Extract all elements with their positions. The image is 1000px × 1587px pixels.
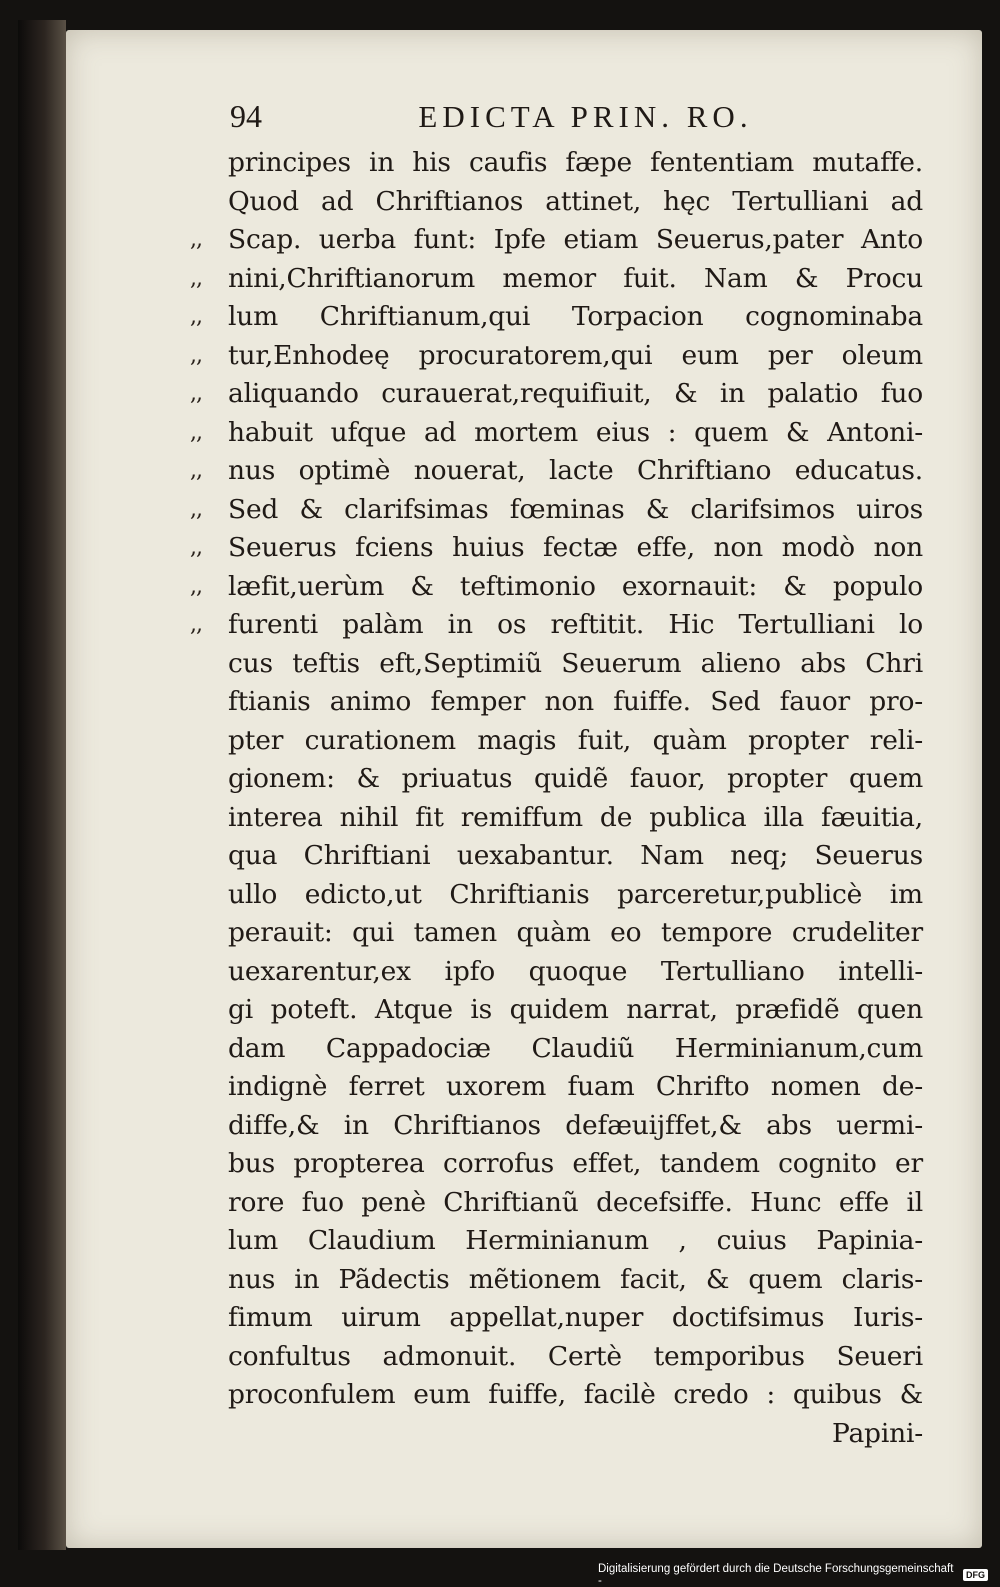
text-line-content: tur,Enhodeę procuratorem,qui eum per oleum bbox=[228, 339, 923, 371]
text-line-content: confultus admonuit. Certè temporibus Seueri bbox=[228, 1340, 923, 1372]
text-line-content: qua Chriftiani uexabantur. Nam neq; Seuerus bbox=[228, 840, 923, 871]
text-line bbox=[228, 1376, 923, 1415]
text-line-content: aliquando curauerat,requifiuit, & in palatio fuo bbox=[228, 378, 923, 409]
text-line bbox=[228, 991, 923, 1030]
text-line bbox=[228, 1299, 923, 1338]
text-line-content: pter curationem magis fuit, quàm propter reli- bbox=[228, 724, 923, 756]
page-number: 94 bbox=[230, 98, 262, 134]
dfg-logo: DFG bbox=[963, 1569, 988, 1581]
marginal-quote-mark: ,, bbox=[190, 342, 202, 368]
text-line-content: lum Chriftianum,qui Torpacion cognominaba bbox=[228, 301, 923, 332]
text-line-content: Scap. uerba funt: Ipfe etiam Seuerus,pater Anto bbox=[228, 224, 923, 255]
text-line-content: Seuerus fciens huius fectæ effe, non modò non bbox=[228, 532, 923, 563]
text-line bbox=[228, 722, 923, 761]
text-line bbox=[228, 799, 923, 838]
text-line bbox=[228, 837, 923, 876]
text-line-content: indignè ferret uxorem fuam Chrifto nomen de- bbox=[228, 1071, 923, 1102]
text-line bbox=[228, 1184, 923, 1223]
text-line bbox=[228, 1107, 923, 1146]
text-line-content: principes in his caufis fæpe fententiam mutaffe. bbox=[228, 147, 923, 178]
digitization-footer bbox=[598, 1563, 988, 1587]
marginal-quote-mark: ,, bbox=[190, 535, 202, 560]
marginal-quote-mark: ,, bbox=[190, 227, 202, 252]
marginal-quote-mark: ,, bbox=[190, 304, 202, 329]
text-line bbox=[228, 1338, 923, 1377]
text-line-content: ullo edicto,ut Chriftianis parceretur,publicè im bbox=[228, 878, 923, 910]
marginal-quote-mark: ,, bbox=[190, 612, 202, 637]
text-line bbox=[190, 260, 923, 299]
text-line-content: uexarentur,ex ipfo quoque Tertulliano intelli- bbox=[228, 955, 923, 987]
text-line-content: rore fuo penè Chriftianũ decefsiffe. Hunc effe il bbox=[228, 1186, 923, 1218]
text-line-content: gionem: & priuatus quidẽ fauor, propter quem bbox=[228, 763, 923, 794]
text-line-content: furenti palàm in os reftitit. Hic Tertulliani lo bbox=[228, 609, 923, 640]
text-line bbox=[228, 683, 923, 722]
text-line-content: gi poteft. Atque is quidem narrat, præfidẽ quen bbox=[228, 994, 923, 1025]
text-line-content: lum Claudium Herminianum , cuius Papinia- bbox=[228, 1225, 923, 1256]
text-line-content: fimum uirum appellat,nuper doctifsimus Iuris- bbox=[228, 1302, 923, 1333]
text-line bbox=[228, 645, 923, 684]
text-line bbox=[190, 452, 923, 491]
text-line bbox=[190, 606, 923, 645]
text-line bbox=[228, 914, 923, 953]
text-line-content: Papini- bbox=[832, 1417, 923, 1449]
marginal-quote-mark: ,, bbox=[190, 496, 202, 522]
text-line bbox=[190, 568, 923, 607]
text-line-content: nus optimè nouerat, lacte Chriftiano educatus. bbox=[228, 455, 923, 486]
funding-credit: Digitalisierung gefördert durch die Deutsche Forschungsgemeinschaft - bbox=[598, 1563, 954, 1587]
page-text-block bbox=[190, 98, 923, 1453]
text-line bbox=[228, 1030, 923, 1069]
text-line-content: habuit ufque ad mortem eius : quem & Antoni- bbox=[228, 416, 923, 448]
text-line-content: cus teftis eft,Septimiũ Seuerum alieno abs Chri bbox=[228, 647, 923, 679]
marginal-quote-mark: ,, bbox=[190, 381, 202, 406]
text-line bbox=[228, 1145, 923, 1184]
text-line bbox=[190, 337, 923, 376]
marginal-quote-mark: ,, bbox=[190, 573, 202, 599]
text-line bbox=[190, 375, 923, 414]
text-line bbox=[228, 144, 923, 183]
text-line bbox=[190, 529, 923, 568]
text-line-content: proconfulem eum fuiffe, facilè credo : quibus & bbox=[228, 1379, 923, 1410]
text-line bbox=[228, 876, 923, 915]
text-line bbox=[190, 491, 923, 530]
text-line bbox=[228, 183, 923, 222]
text-line-content: interea nihil fit remiffum de publica illa fæuitia, bbox=[228, 801, 923, 833]
running-title: EDICTA PRIN. RO. bbox=[418, 99, 753, 134]
text-line-content: Sed & clarifsimas fœminas & clarifsimos uiros bbox=[228, 493, 923, 525]
text-line-content: Quod ad Chriftianos attinet, hęc Tertulliani ad bbox=[228, 185, 923, 217]
text-line-content: bus propterea corrofus effet, tandem cognito er bbox=[228, 1148, 923, 1179]
text-line bbox=[228, 1261, 923, 1300]
marginal-quote-mark: ,, bbox=[190, 419, 202, 445]
text-line-content: ftianis animo femper non fuiffe. Sed fauor pro- bbox=[228, 686, 923, 717]
text-line-content: perauit: qui tamen quàm eo tempore crudeliter bbox=[228, 917, 923, 948]
text-line bbox=[190, 414, 923, 453]
text-line bbox=[228, 760, 923, 799]
text-line bbox=[190, 221, 923, 260]
text-line bbox=[228, 953, 923, 992]
body-text bbox=[190, 144, 923, 1453]
text-line bbox=[228, 1068, 923, 1107]
book-spine-edge bbox=[18, 20, 66, 1550]
text-line bbox=[190, 298, 923, 337]
text-line-content: diffe,& in Chriftianos defæuijffet,& abs uermi- bbox=[228, 1109, 923, 1141]
text-line bbox=[228, 1415, 923, 1454]
text-line-content: nus in Pãdectis mẽtionem facit, & quem claris- bbox=[228, 1263, 923, 1295]
text-line bbox=[228, 1222, 923, 1261]
marginal-quote-mark: ,, bbox=[190, 458, 202, 483]
running-head bbox=[228, 98, 923, 144]
text-line-content: nini,Chriftianorum memor fuit. Nam & Procu bbox=[228, 262, 923, 294]
text-line-content: læfit,uerùm & teftimonio exornauit: & populo bbox=[228, 570, 923, 602]
marginal-quote-mark: ,, bbox=[190, 265, 202, 291]
text-line-content: dam Cappadociæ Claudiũ Herminianum,cum bbox=[228, 1032, 923, 1064]
